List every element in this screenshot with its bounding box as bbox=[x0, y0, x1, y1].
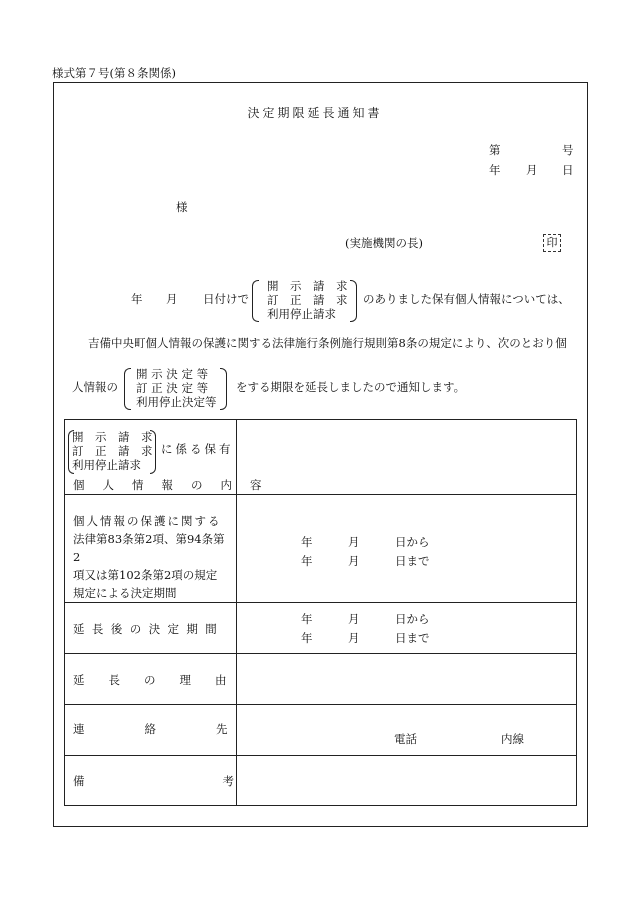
row1-suffix: に係る保有 bbox=[161, 442, 234, 456]
row3-to-day: 日まで bbox=[395, 631, 430, 645]
intro-year: 年 bbox=[131, 292, 143, 306]
intro-tail: のありました保有個人情報については、 bbox=[363, 292, 570, 306]
decision-period-label-cell bbox=[65, 495, 237, 603]
intro-request-suspend: 利用停止請求 bbox=[267, 307, 336, 321]
recipient-suffix: 様 bbox=[176, 200, 188, 214]
decision-period-value-cell[interactable] bbox=[237, 495, 577, 603]
row3-to-month: 月 bbox=[348, 631, 360, 645]
row3-from-year: 年 bbox=[301, 612, 313, 626]
decision-brace-right bbox=[220, 368, 227, 410]
contact-value-cell[interactable] bbox=[237, 705, 577, 756]
row1-request-open: 開 示 請 求 bbox=[72, 430, 153, 444]
row2-label-4: 規定による決定期間 bbox=[73, 586, 177, 600]
decision-prefix: 人情報の bbox=[72, 380, 118, 394]
row2-to-month: 月 bbox=[348, 554, 360, 568]
form-number-label: 様式第７号(第８条関係) bbox=[52, 66, 176, 80]
requested-info-value-cell[interactable] bbox=[237, 420, 577, 495]
row2-from-month: 月 bbox=[348, 535, 360, 549]
contact-label-cell bbox=[65, 705, 288, 756]
row1-request-correct: 訂 正 請 求 bbox=[72, 444, 153, 458]
row3-from-day: 日から bbox=[395, 612, 430, 626]
row2-to-year: 年 bbox=[301, 554, 313, 568]
header-day: 日 bbox=[562, 163, 574, 177]
row1-bottom-text: 個人情報の内容 bbox=[73, 478, 280, 492]
row4-label: 延長の理由 bbox=[73, 673, 251, 687]
row2-label-2: 法律第83条第2項、第94条第2 bbox=[73, 532, 225, 564]
row3-from-month: 月 bbox=[348, 612, 360, 626]
row6-label: 備考 bbox=[73, 774, 372, 788]
number-prefix: 第 bbox=[489, 143, 501, 157]
intro-brace-left bbox=[252, 280, 259, 322]
row3-to-year: 年 bbox=[301, 631, 313, 645]
row5-phone: 電話 bbox=[394, 732, 417, 746]
details-table bbox=[64, 419, 577, 806]
intro-month: 月 bbox=[166, 292, 178, 306]
table-row-remarks bbox=[65, 756, 577, 806]
row5-extension: 内線 bbox=[501, 732, 524, 746]
row3-label: 延長後の決定期間 bbox=[73, 622, 225, 636]
row5-label: 連絡先 bbox=[73, 722, 288, 736]
body-line: 吉備中央町個人情報の保護に関する法律施行条例施行規則第8条の規定により、次のとおり個 bbox=[88, 336, 567, 350]
number-suffix: 号 bbox=[562, 143, 574, 157]
decision-suffix: をする期限を延長しましたので通知します。 bbox=[236, 380, 466, 394]
seal-mark: 印 bbox=[543, 234, 561, 252]
intro-request-open: 開 示 請 求 bbox=[267, 279, 348, 293]
intro-dated: 日付けで bbox=[203, 292, 249, 306]
row1-brace-right bbox=[150, 430, 156, 474]
extended-period-value-cell[interactable] bbox=[237, 603, 577, 654]
remarks-value-cell[interactable] bbox=[237, 756, 577, 806]
reason-label-cell bbox=[65, 654, 251, 705]
table-row-extended-period bbox=[65, 603, 577, 654]
decision-brace-left bbox=[124, 368, 131, 410]
decision-correct: 訂 正 決 定 等 bbox=[136, 381, 209, 395]
intro-request-correct: 訂 正 請 求 bbox=[267, 293, 348, 307]
agency-head-label: (実施機関の長) bbox=[345, 236, 423, 250]
table-row-reason bbox=[65, 654, 577, 705]
header-year: 年 bbox=[489, 163, 501, 177]
row2-from-day: 日から bbox=[395, 535, 430, 549]
document-title: 決定期限延長通知書 bbox=[247, 106, 383, 120]
row2-to-day: 日まで bbox=[395, 554, 430, 568]
decision-open: 開 示 決 定 等 bbox=[136, 367, 209, 381]
table-row-contact bbox=[65, 705, 577, 756]
reason-value-cell[interactable] bbox=[237, 654, 577, 705]
row2-label-1: 個人情報の保護に関する bbox=[73, 514, 222, 528]
table-row-requested-info bbox=[65, 420, 577, 495]
remarks-label-cell bbox=[65, 756, 372, 806]
header-month: 月 bbox=[526, 163, 538, 177]
intro-brace-right bbox=[350, 280, 357, 322]
row2-from-year: 年 bbox=[301, 535, 313, 549]
decision-suspend: 利用停止決定等 bbox=[136, 395, 217, 409]
requested-info-label-cell bbox=[65, 420, 280, 495]
row1-request-suspend: 利用停止請求 bbox=[72, 458, 141, 472]
row1-bottom-label bbox=[73, 478, 280, 492]
row2-label-3: 項又は第102条第2項の規定 bbox=[73, 568, 218, 582]
extended-period-label-cell bbox=[65, 603, 237, 654]
table-row-decision-period bbox=[65, 495, 577, 603]
